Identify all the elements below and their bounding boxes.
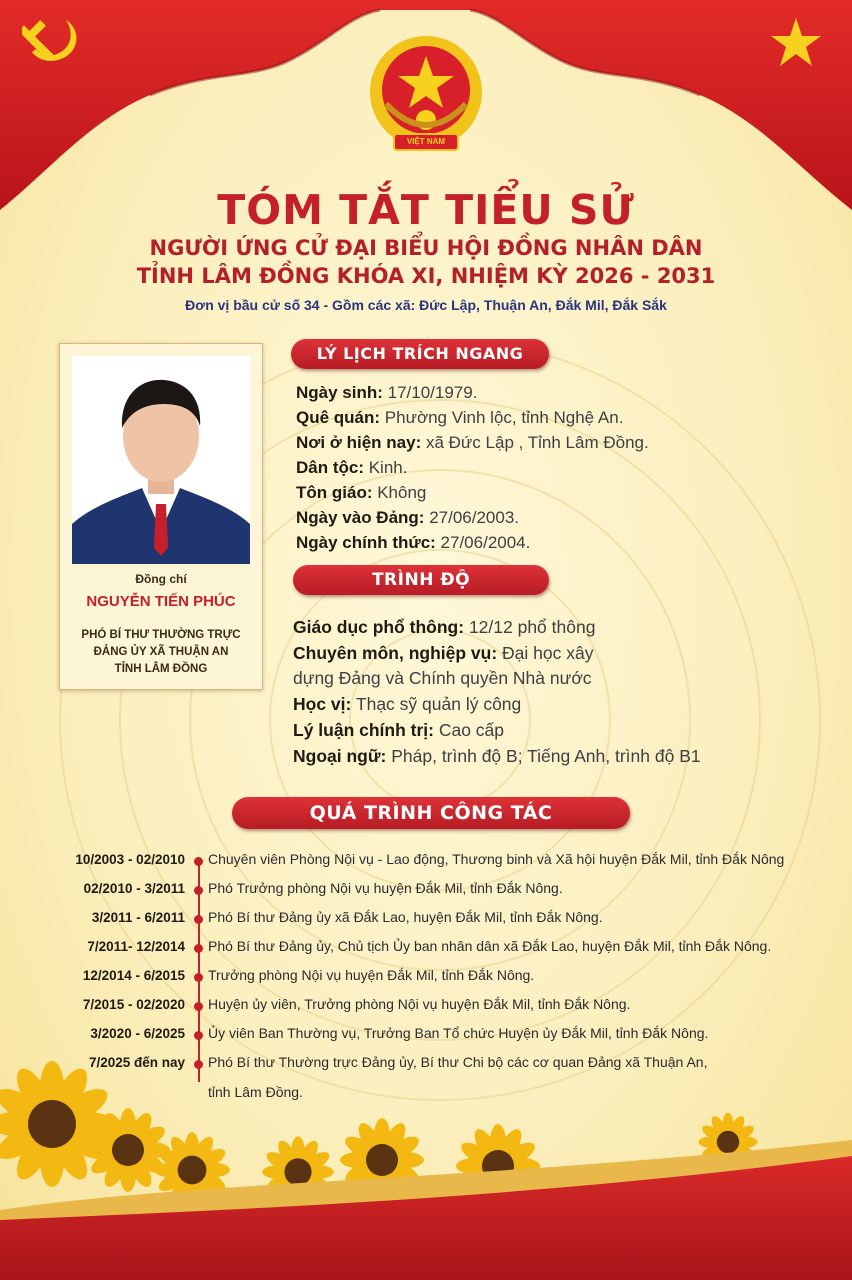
timeline-dot [194,944,203,953]
career-description: Phó Bí thư Đảng ủy, Chủ tịch Ủy ban nhân dân xã Đắk Lao, huyện Đắk Mil, tỉnh Đắk Nông. [208,938,772,954]
constituency-text: Đơn vị bầu cử số 34 - Gồm các xã: Đức Lập, Thuận An, Đắk Mil, Đắk Sắk [185,297,667,313]
career-period: 7/2025 đến nay [88,1055,185,1070]
edu-languages: Ngoại ngữ: Pháp, trình độ B; Tiếng Anh, trình độ B1 [293,746,701,766]
info-ethnicity: Dân tộc: Kinh. [296,458,408,477]
career-period: 10/2003 - 02/2010 [75,852,185,867]
timeline-dot [194,973,203,982]
candidate-position-line-2: ĐẢNG ỦY XÃ THUẬN AN [93,646,229,658]
timeline-dot [194,915,203,924]
info-religion: Tôn giáo: Không [296,483,427,502]
emblem-banner-text: VIỆT NAM [406,137,446,146]
career-description-cont: tỉnh Lâm Đồng. [208,1084,303,1100]
edu-general: Giáo dục phổ thông: 12/12 phổ thông [293,617,596,637]
candidate-name: NGUYỄN TIẾN PHÚC [86,593,236,610]
timeline-dot [194,1031,203,1040]
career-period: 3/2020 - 6/2025 [90,1026,185,1041]
career-period: 12/2014 - 6/2015 [82,968,185,983]
info-residence: Nơi ở hiện nay: xã Đức Lập , Tỉnh Lâm Đồng. [296,433,649,452]
timeline-dot [194,1002,203,1011]
star-icon [768,16,824,70]
section-education-heading: TRÌNH ĐỘ [293,565,549,595]
career-description: Phó Bí thư Đảng ủy xã Đắk Lao, huyện Đắk Mil, tỉnh Đắk Nông. [208,909,603,925]
info-official-member-date: Ngày chính thức: 27/06/2004. [296,533,531,552]
career-description: Ủy viên Ban Thường vụ, Trưởng Ban Tổ chức Huyện ủy Đắk Mil, tỉnh Đắk Nông. [208,1025,709,1041]
edu-degree: Học vị: Thạc sỹ quản lý công [293,694,522,714]
subtitle-line-2: TỈNH LÂM ĐỒNG KHÓA XI, NHIỆM KỲ 2026 - 2031 [136,264,716,288]
career-period: 7/2011- 12/2014 [87,939,185,954]
career-description: Phó Trưởng phòng Nội vụ huyện Đắk Mil, tỉnh Đắk Nông. [208,880,563,896]
section-background-heading: LÝ LỊCH TRÍCH NGANG [291,339,549,369]
info-hometown: Quê quán: Phường Vinh lộc, tỉnh Nghệ An. [296,408,624,427]
national-emblem [366,34,486,159]
hammer-sickle-icon [22,14,84,70]
candidate-honorific: Đồng chí [135,572,187,586]
career-period: 02/2010 - 3/2011 [83,881,185,896]
career-description: Chuyên viên Phòng Nội vụ - Lao động, Thương binh và Xã hội huyện Đắk Mil, tỉnh Đắk Nông [208,851,785,867]
candidate-photo [72,356,250,564]
timeline-dot [194,886,203,895]
page-title: TÓM TẮT TIỂU SỬ [217,186,635,234]
bottom-decoration [0,1060,852,1280]
edu-professional: Chuyên môn, nghiệp vụ: Đại học xây [293,643,594,663]
portrait-image [72,356,250,564]
edu-professional-cont: dựng Đảng và Chính quyền Nhà nước [293,668,592,688]
career-period: 3/2011 - 6/2011 [91,910,185,925]
career-description: Trưởng phòng Nội vụ huyện Đắk Mil, tỉnh Đắk Nông. [208,967,535,983]
section-career-heading: QUÁ TRÌNH CÔNG TÁC [232,797,630,829]
career-period: 7/2015 - 02/2020 [82,997,185,1012]
subtitle-line-1: NGƯỜI ỨNG CỬ ĐẠI BIỂU HỘI ĐỒNG NHÂN DÂN [149,236,703,260]
edu-political-theory: Lý luận chính trị: Cao cấp [293,720,505,740]
career-description: Huyện ủy viên, Trưởng phòng Nội vụ huyện Đắk Mil, tỉnh Đắk Nông. [208,996,631,1012]
candidate-position-line-3: TỈNH LÂM ĐỒNG [114,663,208,675]
candidate-position-line-1: PHÓ BÍ THƯ THƯỜNG TRỰC [81,629,241,641]
career-description: Phó Bí thư Thường trực Đảng ủy, Bí thư Chi bộ các cơ quan Đảng xã Thuận An, [208,1054,708,1070]
candidate-card [59,343,263,690]
info-birth-date: Ngày sinh: 17/10/1979. [296,383,478,402]
timeline-dot [194,857,203,866]
info-party-join-date: Ngày vào Đảng: 27/06/2003. [296,508,520,527]
